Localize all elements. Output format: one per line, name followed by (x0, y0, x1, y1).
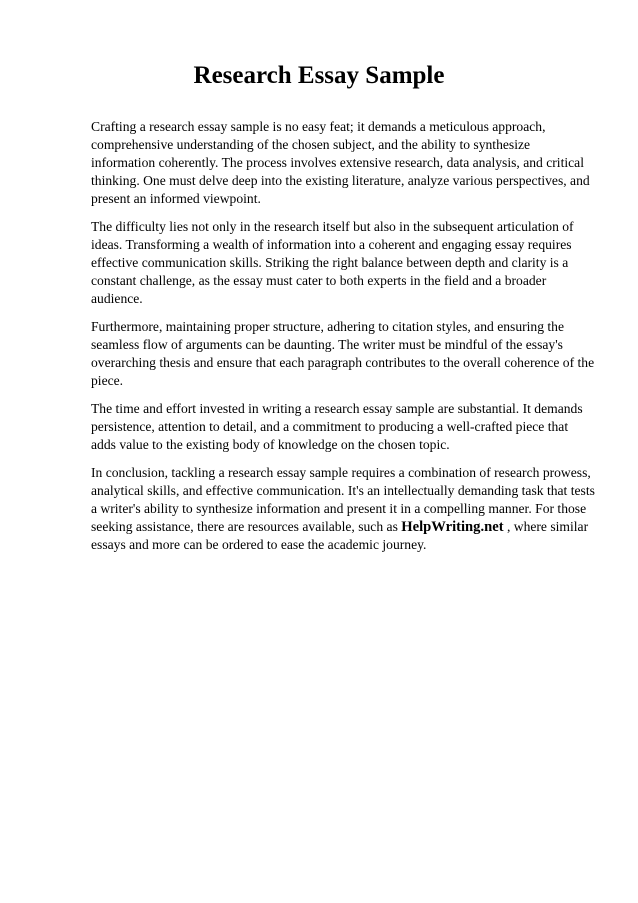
page-title: Research Essay Sample (193, 62, 445, 89)
conclusion-text-before: In conclusion, tackling a research essay sample requires a combination of research prowess, analytical skills, and effective communication. It's an intellectually demanding task that tests a writer's ability to synthesize information and present it in a compelling manner. For those seeking assistance, there are resources available, such as (91, 465, 595, 534)
document-body (91, 118, 595, 564)
paragraph-conclusion (91, 464, 595, 554)
paragraph-effort: The time and effort invested in writing a research essay sample are substantial. It demands persistence, attention to detail, and a commitment to producing a well-crafted piece that adds value to the existing body of knowledge on the chosen topic. (91, 401, 583, 452)
paragraph-structure: Furthermore, maintaining proper structure, adhering to citation styles, and ensuring the seamless flow of arguments can be daunting. The writer must be mindful of the essay's overarching thesis and ensure that each paragraph contributes to the overall coherence of the piece. (91, 319, 595, 388)
paragraph-intro: Crafting a research essay sample is no easy feat; it demands a meticulous approach, comprehensive understanding of the chosen subject, and the ability to synthesize information coherently. The process involves extensive research, data analysis, and critical thinking. One must delve deep into the existing literature, analyze various perspectives, and present an informed viewpoint. (91, 119, 590, 206)
conclusion-text-after: , where similar essays and more can be ordered to ease the academic journey. (91, 519, 589, 552)
paragraph-difficulty: The difficulty lies not only in the research itself but also in the subsequent articulation of ideas. Transforming a wealth of information into a coherent and engaging essay requires effective communication skills. Striking the right balance between depth and clarity is a constant challenge, as the essay must cater to both experts in the field and a broader audience. (91, 219, 574, 306)
helpwriting-link[interactable]: HelpWriting.net (401, 519, 504, 535)
